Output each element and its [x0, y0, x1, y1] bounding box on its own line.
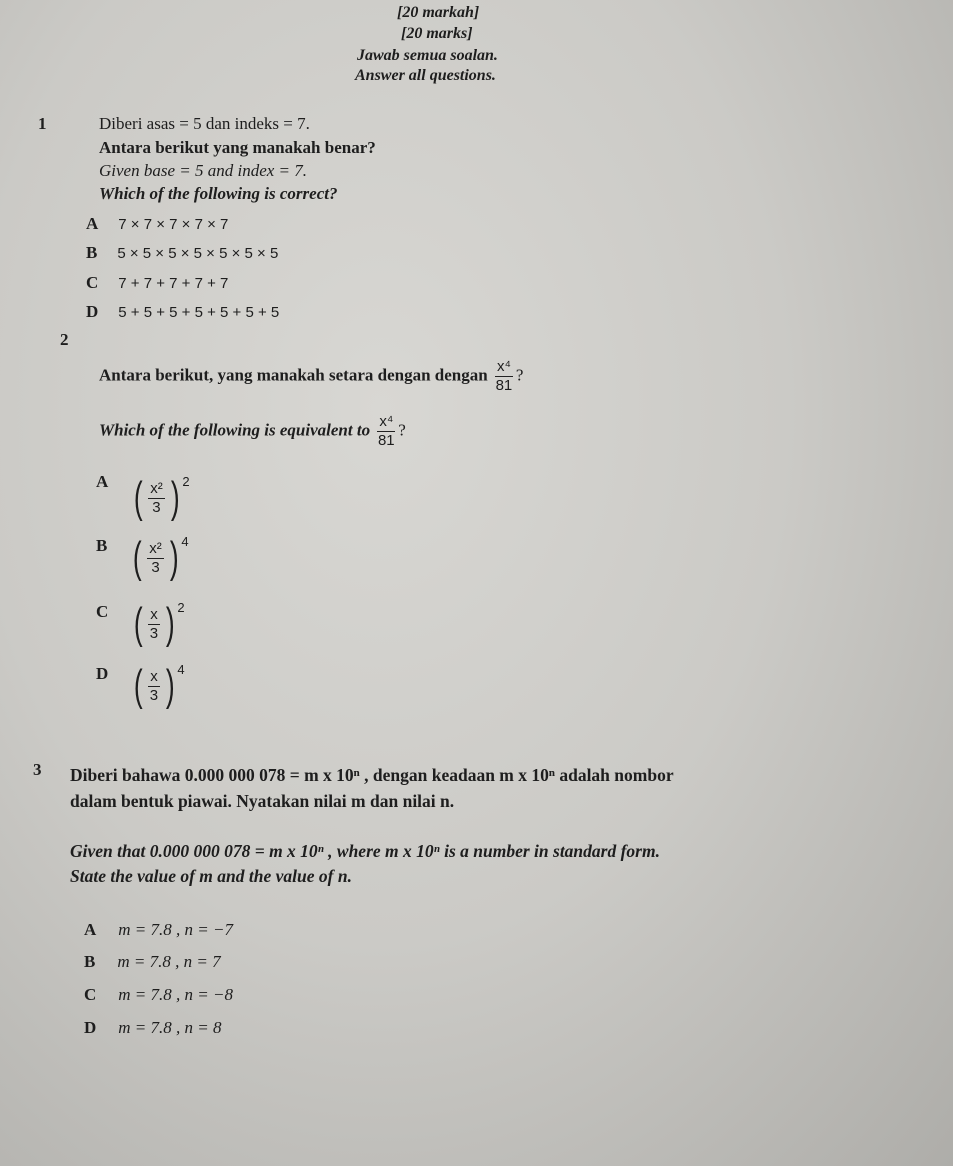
- option-d[interactable]: [84, 1018, 222, 1038]
- option-text: m = 7.8 , n = 7: [117, 952, 221, 971]
- option-text: m = 7.8 , n = −7: [118, 920, 233, 939]
- question-text: Antara berikut, yang manakah setara dengan dengan $\frac{\text{x⁴}}{81}$ ?: [99, 358, 524, 394]
- option-c[interactable]: [96, 599, 185, 648]
- option-letter: D: [96, 664, 109, 683]
- option-a[interactable]: [86, 214, 228, 234]
- option-expression: ( $\frac{x}{3}$ ) $^4$: [133, 661, 185, 710]
- option-a[interactable]: [84, 920, 233, 940]
- option-d[interactable]: [96, 661, 185, 710]
- question-number: 3: [33, 760, 42, 779]
- option-letter: C: [86, 273, 99, 292]
- option-letter: A: [84, 920, 97, 939]
- marks-en: [20 marks]: [401, 25, 473, 42]
- option-text: 5 × 5 × 5 × 5 × 5 × 5 × 5: [117, 245, 279, 262]
- option-c[interactable]: [84, 985, 233, 1005]
- option-letter: B: [86, 243, 98, 262]
- fraction: $\frac{\text{x⁴}}{81}$: [377, 413, 395, 449]
- question-number: 2: [60, 330, 69, 349]
- option-b[interactable]: [96, 533, 189, 582]
- option-letter: B: [96, 536, 108, 555]
- question-text: State the value of m and the value of n.: [70, 866, 352, 886]
- option-letter: D: [84, 1018, 97, 1037]
- question-text: Antara berikut yang manakah benar?: [99, 138, 376, 157]
- option-text: 5 + 5 + 5 + 5 + 5 + 5 + 5: [118, 304, 280, 321]
- option-text: 7 + 7 + 7 + 7 + 7: [118, 275, 229, 292]
- question-text: Diberi bahawa 0.000 000 078 = m x 10ⁿ , dengan keadaan m x 10ⁿ adalah nombor: [70, 765, 674, 785]
- option-text: 7 × 7 × 7 × 7 × 7: [118, 216, 229, 233]
- instruction-en: Answer all questions.: [355, 67, 496, 84]
- question-number: 1: [38, 114, 47, 133]
- option-letter: A: [86, 214, 99, 233]
- question-text: Which of the following is equivalent to $\frac{\text{x⁴}}{81}$ ?: [99, 413, 406, 449]
- option-letter: D: [86, 302, 99, 321]
- option-b[interactable]: [84, 952, 221, 972]
- question-text: Given base = 5 and index = 7.: [99, 161, 308, 180]
- option-text: m = 7.8 , n = −8: [118, 985, 233, 1004]
- option-text: m = 7.8 , n = 8: [118, 1018, 222, 1037]
- instruction-ms: Jawab semua soalan.: [357, 47, 498, 64]
- marks-ms: [20 markah]: [397, 4, 480, 21]
- option-a[interactable]: [96, 472, 190, 520]
- fraction: $\frac{\text{x⁴}}{81}$: [495, 358, 513, 394]
- question-text: Given that 0.000 000 078 = m x 10ⁿ , where m x 10ⁿ is a number in standard form.: [70, 841, 660, 861]
- question-text: Diberi asas = 5 dan indeks = 7.: [99, 114, 310, 133]
- option-expression: ( $\frac{\text{x²}}{3}$ ) $^2$: [133, 473, 190, 522]
- option-letter: B: [84, 952, 96, 971]
- question-text: Which of the following is correct?: [99, 184, 338, 203]
- option-letter: C: [96, 602, 109, 621]
- option-c[interactable]: [86, 273, 228, 293]
- option-d[interactable]: [86, 302, 279, 322]
- option-letter: A: [96, 472, 109, 491]
- option-b[interactable]: [86, 243, 278, 263]
- question-text: dalam bentuk piawai. Nyatakan nilai m dan nilai n.: [70, 791, 455, 811]
- option-expression: ( $\frac{\text{x²}}{3}$ ) $^4$: [132, 533, 189, 582]
- option-letter: C: [84, 985, 97, 1004]
- option-expression: ( $\frac{x}{3}$ ) $^2$: [133, 599, 185, 648]
